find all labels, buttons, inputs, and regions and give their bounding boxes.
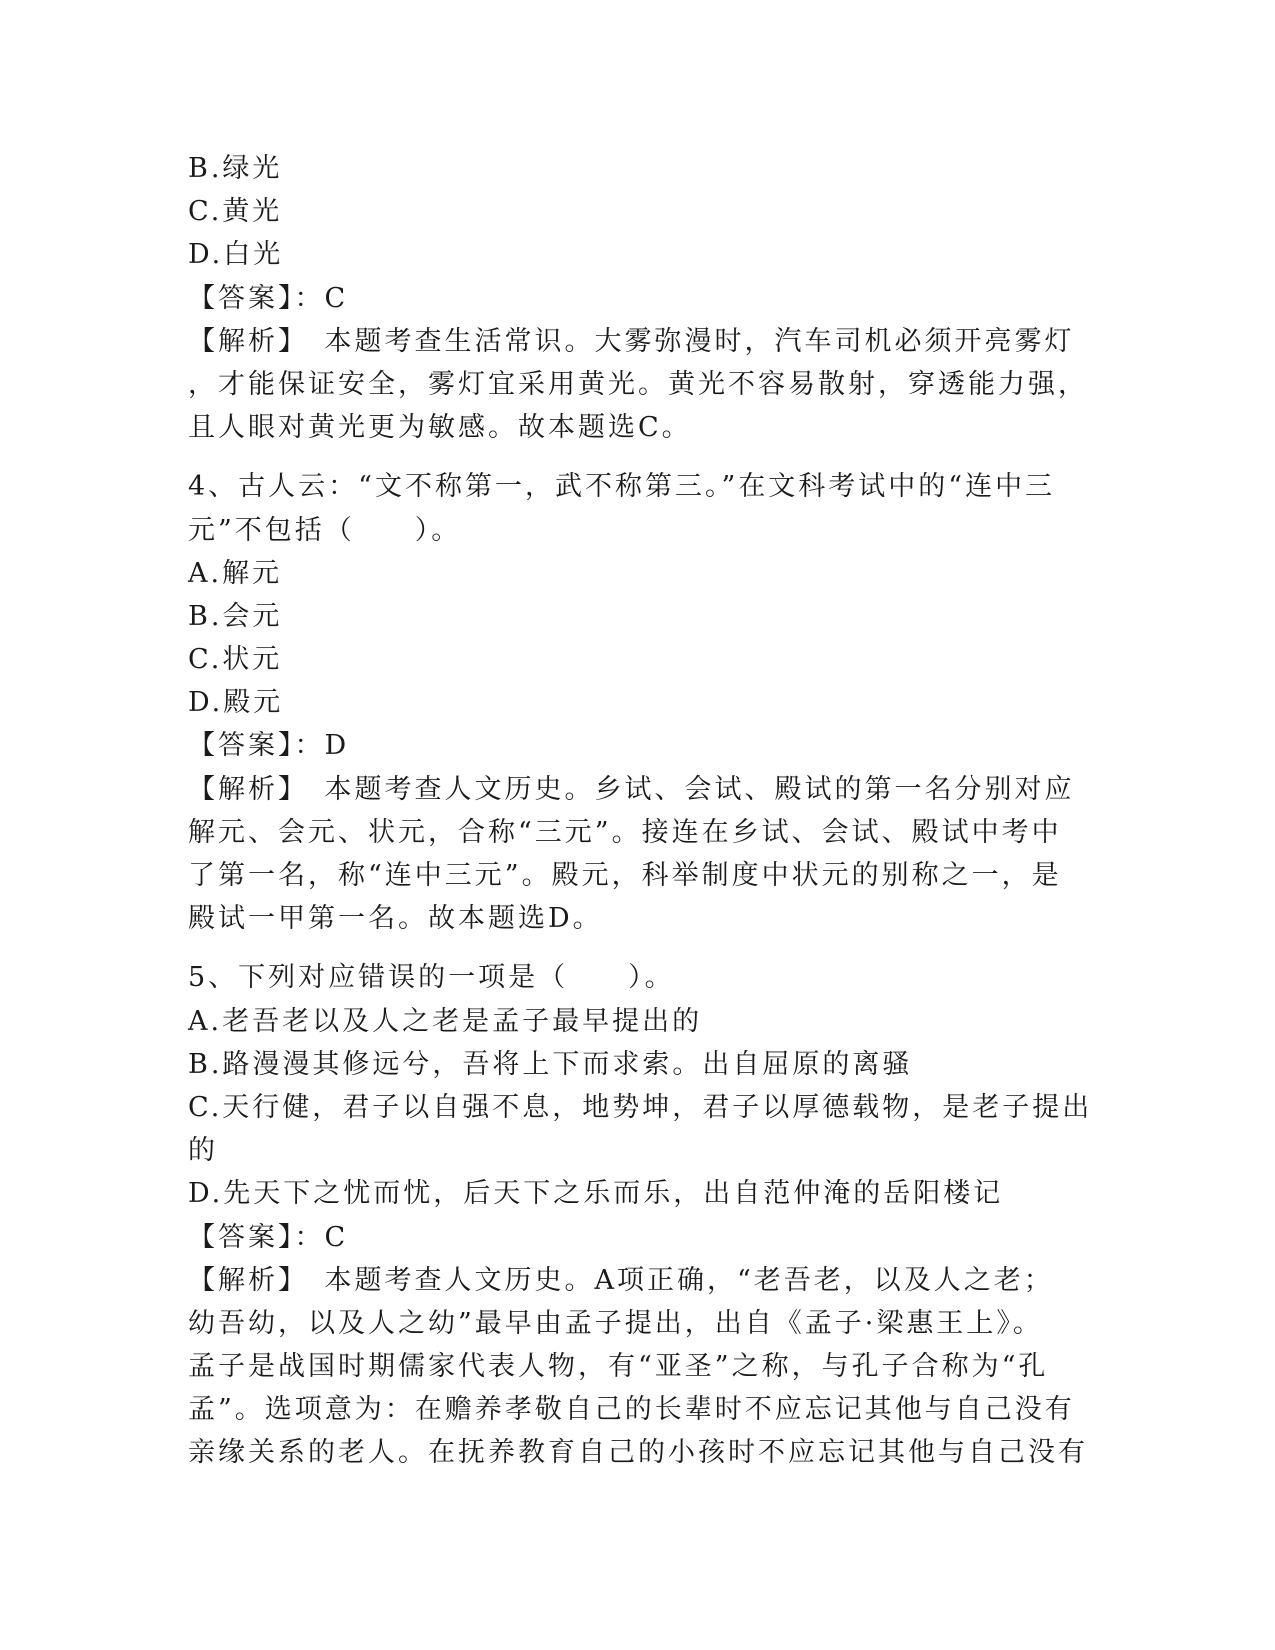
option-a: A.解元 — [188, 557, 283, 589]
document-page — [188, 147, 1093, 1475]
analysis-line: 了第一名，称“连中三元”。殿元，科举制度中状元的别称之一，是 — [188, 860, 1062, 891]
answer: 【答案】：C — [188, 282, 349, 314]
analysis-line: 且人眼对黄光更为敏感。故本题选C。 — [188, 412, 692, 444]
analysis-line: 孟子是战国时期儒家代表人物，有“亚圣”之称，与孔子合称为“孔 — [188, 1351, 1049, 1383]
analysis-line: 【解析】 本题考查人文历史。乡试、会试、殿试的第一名分别对应 — [188, 773, 1075, 805]
question-stem: 5、下列对应错误的一项是（ ）。 — [188, 962, 675, 994]
question-5 — [188, 956, 1093, 1474]
option-d: D.白光 — [188, 239, 284, 271]
question-4 — [188, 465, 1078, 940]
option-b: B.会元 — [188, 600, 283, 632]
question-3 — [188, 147, 1088, 449]
option-c: C.黄光 — [188, 196, 283, 228]
question-stem: 4、古人云：“文不称第一，武不称第三。”在文科考试中的“连中三 — [188, 471, 1056, 503]
option-b: B.路漫漫其修远兮，吾将上下而求索。出自屈原的离骚 — [188, 1048, 913, 1080]
analysis-line: 孟”。选项意为：在赡养孝敬自己的长辈时不应忘记其他与自己没有 — [188, 1394, 1075, 1426]
option-d: D.先天下之忧而忧，后天下之乐而乐，出自范仲淹的岳阳楼记 — [188, 1178, 1004, 1210]
analysis-line: 亲缘关系的老人。在抚养教育自己的小孩时不应忘记其他与自己没有 — [188, 1437, 1088, 1469]
question-stem: 元”不包括（ ）。 — [188, 514, 462, 546]
option-c: 的 — [188, 1135, 218, 1167]
option-c: C.天行健，君子以自强不息，地势坤，君子以厚德载物，是老子提出 — [188, 1091, 1093, 1123]
option-b: B.绿光 — [188, 153, 283, 184]
option-d: D.殿元 — [188, 687, 284, 719]
analysis-line: 【解析】 本题考查人文历史。A项正确，“老吾老，以及人之老； — [188, 1264, 1054, 1296]
option-a: A.老吾老以及人之老是孟子最早提出的 — [188, 1005, 703, 1037]
analysis-line: ，才能保证安全，雾灯宜采用黄光。黄光不容易散射，穿透能力强， — [188, 368, 1088, 400]
answer: 【答案】：C — [188, 1221, 349, 1253]
analysis-line: 幼吾幼，以及人之幼”最早由孟子提出，出自《孟子·梁惠王上》。 — [188, 1307, 1043, 1339]
option-c: C.状元 — [188, 644, 283, 676]
answer: 【答案】：D — [188, 730, 350, 762]
analysis-line: 殿试一甲第一名。故本题选D。 — [188, 903, 603, 935]
analysis-line: 解元、会元、状元，合称“三元”。接连在乡试、会试、殿试中考中 — [188, 816, 1062, 848]
analysis-line: 【解析】 本题考查生活常识。大雾弥漫时，汽车司机必须开亮雾灯 — [188, 325, 1075, 357]
